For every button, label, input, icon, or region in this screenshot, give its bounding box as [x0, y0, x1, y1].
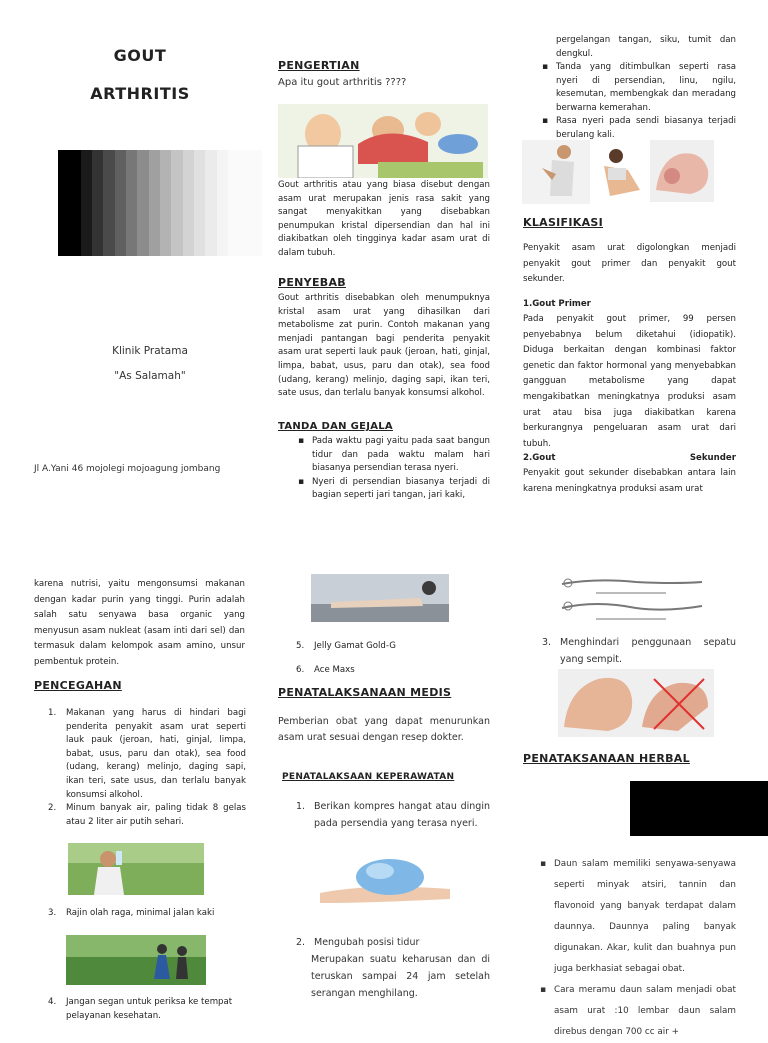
drinking-water-photo — [68, 843, 204, 895]
medical-exam-photo — [311, 574, 449, 622]
gout-foot-photo — [650, 140, 714, 202]
title-gout: GOUT — [113, 46, 167, 65]
heading-penyebab: PENYEBAB — [278, 276, 346, 289]
list-item: 3. Rajin olah raga, minimal jalan kaki — [48, 908, 215, 918]
heading-tanda-gejala: TANDA DAN GEJALA — [278, 421, 393, 432]
heading-penatalaksanaan-medis: PENATALAKSANAAN MEDIS — [278, 686, 452, 699]
list-item: 6. Ace Maxs — [296, 665, 355, 675]
keperawatan-item-2: 2. Mengubah posisi tidur — [296, 937, 420, 948]
pengertian-body: Gout arthritis atau yang biasa disebut dengan asam urat merupakan jenis rasa sakit yang sangat menyakitkan yang disebabkan penumpukan kristal dipersendian dan hal ini diakibatkan oleh tingginya kadar asam urat di dalam tubuh. — [278, 180, 490, 258]
keperawatan-item-1: 1. Berikan kompres hangat atau dingin pada persendia yang terasa nyeri. — [296, 801, 490, 829]
tanda-list — [298, 435, 490, 503]
list-item: ▪ Pada waktu pagi yaitu pada saat bangun tidur dan pada waktu malam hari biasanya persendian terasa nyeri. — [298, 435, 490, 476]
herbal-image-placeholder — [630, 781, 768, 836]
gradient-banner-image — [58, 150, 262, 256]
back-pain-photo — [522, 140, 590, 204]
medis-list — [296, 634, 476, 682]
list-item: 4. Jangan segan untuk periksa ke tempat pelayanan kesehatan. — [48, 997, 233, 1021]
penyebab-body: Gout arthritis disebabkan oleh menumpuknya kristal asam urat yang dihasilkan dari metabolisme zat purin. Contoh makanan yang menjadi pantangan bagi penderita penyakit asam urat seperti lauk pauk (jeroan, hati, ginjal, limpa, babat, usus, paru dan otak), sea food (udang, kerang) melinjo, daging sapi, ikan teri, sate usus, dan terlalu banyak konsumsi alkohol. — [278, 293, 490, 399]
running-photo — [66, 935, 206, 985]
gout-sekunder-title — [523, 452, 736, 466]
klasifikasi-intro: Penyakit asam urat digolongkan menjadi penyakit gout primer dan penyakit gout sekunder. — [523, 243, 736, 284]
herbal-list — [540, 854, 736, 1043]
list-item: ▪ Cara meramu daun salam menjadi obat asam urat :10 lembar daun salam direbus dengan 700 cc air + — [540, 980, 736, 1043]
list-item: ▪ Nyeri di persendian biasanya terjadi di bagian seperti jari tangan, jari kaki, — [298, 476, 490, 503]
heading-herbal: PENATAKSANAAN HERBAL — [523, 752, 690, 765]
keperawatan-item-2-body: Merupakan suatu keharusan dan di teruskan sampai 24 jam setelah serangan menghilang. — [311, 954, 490, 999]
gout-sekunder-label-right: Sekunder — [689, 453, 736, 463]
clinic-subname: "As Salamah" — [114, 370, 186, 382]
list-item: ▪ Rasa nyeri pada sendi biasanya terjadi berulang kali. — [542, 115, 736, 142]
list-item: 1. Makanan yang harus di hindari bagi penderita penyakit asam urat seperti lauk pauk (jeroan, hati, ginjal, limpa, babat, usus, paru dan otak), sea food (udang, kerang) melinjo, daging sapi, ikan teri, sate usus, dan terlalu banyak konsumsi alkohol. — [48, 708, 246, 800]
heading-klasifikasi: KLASIFIKASI — [523, 216, 604, 229]
tanda-list-2 — [542, 61, 736, 143]
sekunder-continued: karena nutrisi, yaitu mengonsumsi makanan dengan kadar purin yang tinggi. Purin adalah salah satu senyawa basa organic yang menyusun asam nukleat (asam inti dari sel) dan termasuk dalam kelompok asam amino, unsur pembentuk protein. — [34, 579, 245, 667]
sleeping-position-illustration — [556, 574, 708, 622]
list-item: ▪ Tanda yang ditimbulkan seperti rasa nyeri di persendian, linu, ngilu, kesemutan, membengkak dan meradang berwarna kemerahan. — [542, 61, 736, 115]
pencegahan-list — [48, 707, 246, 829]
clinic-name: Klinik Pratama — [112, 345, 188, 357]
list-item: ▪ Daun salam memiliki senyawa-senyawa seperti minyak atsiri, tannin dan flavonoid yang banyak terdapat dalam daunnya. Daunnya paling banyak digunakan. Akar, kulit dan buahnya pun juga berkhasiat sebagai obat. — [540, 854, 736, 980]
pengertian-question: Apa itu gout arthritis ???? — [278, 77, 407, 88]
pencegahan-list-4 — [48, 996, 246, 1023]
tanda-continued: pergelangan tangan, siku, tumit dan dengkul. — [556, 35, 736, 59]
heading-pengertian: PENGERTIAN — [278, 59, 360, 72]
heading-keperawatan: PENATALAKSAAN KEPERAWATAN — [282, 772, 455, 782]
gout-primer-body: Pada penyakit gout primer, 99 persen penyebabnya belum diketahui (idiopatik). Diduga berkaitan dengan kombinasi faktor genetic dan faktor hormonal yang menyebabkan gangguan metabolisme yang dapat mengakibatkan meningkatnya produksi asam urat atau bisa juga diakibatkan karena berkurangnya pengeluaran asam urat dari tubuh. — [523, 314, 736, 449]
narrow-shoes-photo — [558, 669, 714, 737]
gout-sekunder-body: Penyakit gout sekunder disebabkan antara lain karena meningkatnya produksi asam urat — [523, 468, 736, 494]
keperawatan-item-3: 3. Menghindari penggunaan sepatu yang sempit. — [542, 637, 736, 665]
list-item: 5. Jelly Gamat Gold-G — [296, 641, 396, 651]
medis-body: Pemberian obat yang dapat menurunkan asam urat sesuai dengan resep dokter. — [278, 716, 490, 743]
title-arthritis: ARTHRITIS — [90, 84, 190, 103]
gout-sekunder-label: 2.Gout — [523, 453, 556, 463]
knee-pain-photo — [596, 146, 648, 204]
doctor-patient-illustration — [278, 104, 488, 178]
list-item: 2. Minum banyak air, paling tidak 8 gelas atau 2 liter air putih sehari. — [48, 803, 246, 827]
clinic-address: Jl A.Yani 46 mojolegi mojoagung jombang — [34, 464, 221, 474]
compress-photo — [310, 853, 460, 911]
gout-primer-title: 1.Gout Primer — [523, 299, 591, 309]
heading-pencegahan: PENCEGAHAN — [34, 679, 122, 692]
pencegahan-list-3 — [48, 907, 246, 921]
